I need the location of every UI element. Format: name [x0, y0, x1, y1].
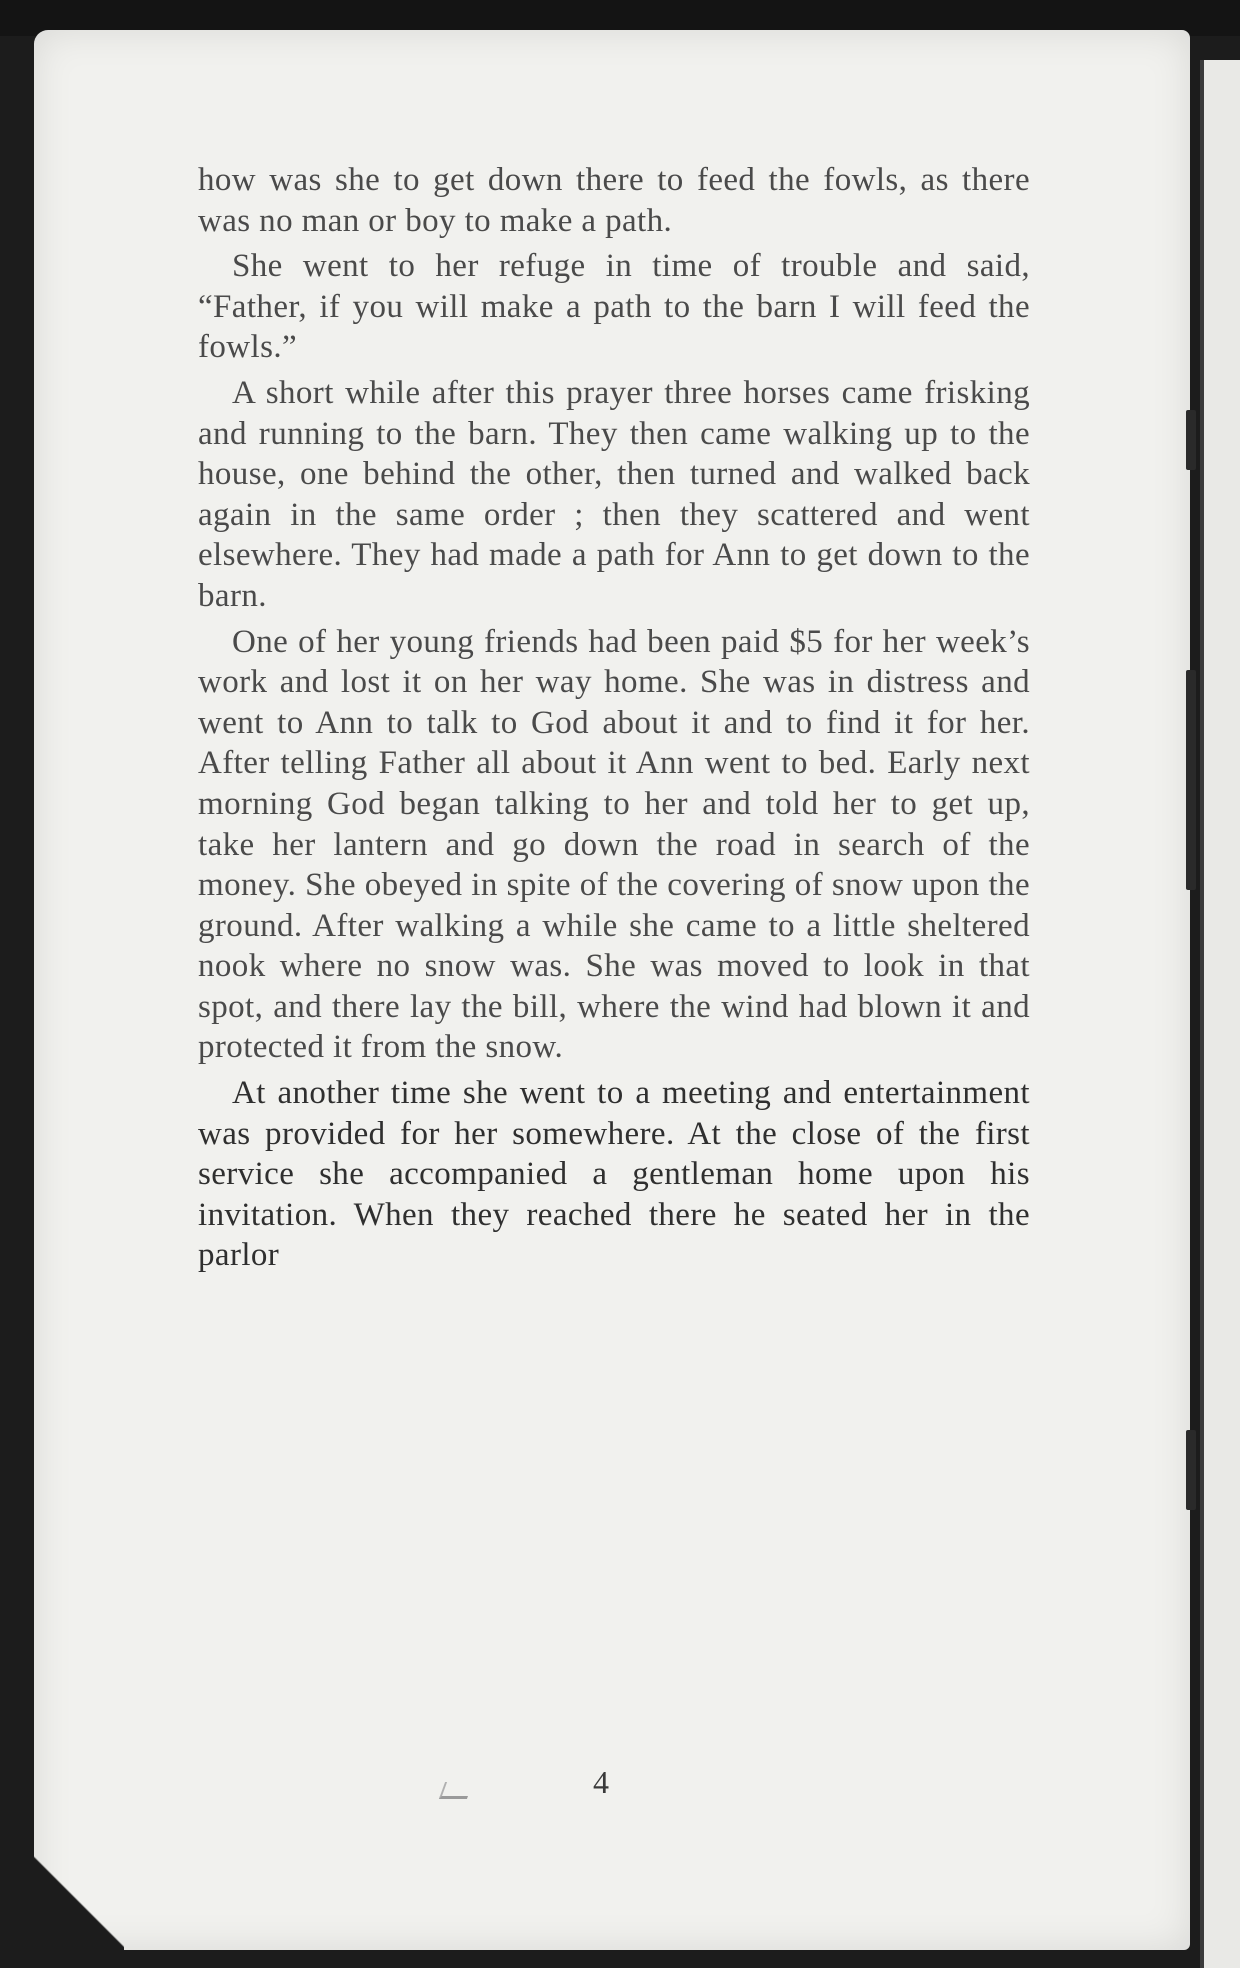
body-text: [198, 160, 1030, 1281]
paragraph: At another time she went to a meeting and entertainment was provided for her somewhere. At the close of the first service she accompanied a gentleman home upon his invitation. When they reached there he seated her in the parlor: [198, 1075, 1030, 1274]
paragraph: how was she to get down there to feed the fowls, as there was no man or boy to make a path.: [198, 162, 1030, 239]
paragraph: One of her young friends had been paid $5 for her week’s work and lost it on her way home. She was in distress and went to Ann to talk to God about it and to find it for her. After telling Father all about it Ann went to bed. Early next morning God began talking to her and told her to get up, take her lantern and go down the road in search of the money. She obeyed in spite of the covering of snow upon the ground. After walking a while she came to a little sheltered nook where no snow was. She was moved to look in that spot, and there lay the bill, where the wind had blown it and protected it from the snow.: [198, 623, 1030, 1066]
adjacent-page-edge: [1200, 60, 1240, 1968]
page-edge-mark: [1186, 670, 1196, 890]
paragraph: A short while after this prayer three horses came frisking and running to the barn. They then came walking up to the house, one behind the other, then turned and walked back again in the same order ; then they scattered and went elsewhere. They had made a path for Ann to get down to the barn.: [198, 374, 1030, 614]
page-edge-mark: [1186, 1430, 1196, 1510]
page-number: 4: [593, 1764, 609, 1800]
page-edge-mark: [1186, 410, 1196, 470]
paragraph: She went to her refuge in time of trouble and said, “Father, if you will make a path to the barn I will feed the fowls.”: [198, 248, 1030, 366]
